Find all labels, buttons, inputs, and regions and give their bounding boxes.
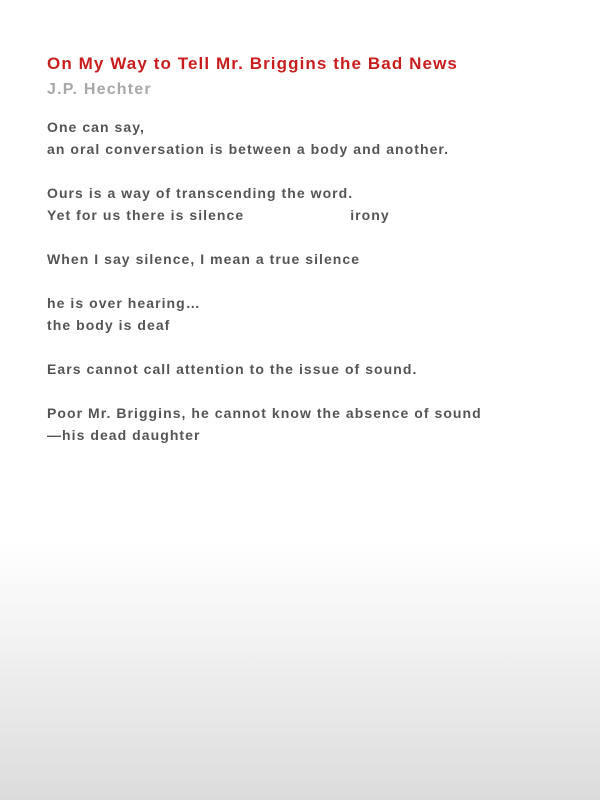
poem-line: Ears cannot call attention to the issue of sound. bbox=[47, 361, 418, 377]
stanza-1 bbox=[47, 116, 567, 160]
poem-line-fragment: Yet for us there is silence bbox=[47, 207, 245, 223]
poem-line: —his dead daughter bbox=[47, 427, 201, 443]
stanza-5 bbox=[47, 358, 567, 380]
poem-line: the body is deaf bbox=[47, 317, 171, 333]
poem-line: he is over hearing… bbox=[47, 295, 201, 311]
stanza-2 bbox=[47, 182, 567, 226]
poem-page bbox=[47, 52, 567, 468]
poem-line-split bbox=[47, 204, 567, 226]
stanza-4 bbox=[47, 292, 567, 336]
poem-line: When I say silence, I mean a true silence bbox=[47, 251, 361, 267]
stanza-3 bbox=[47, 248, 567, 270]
poem-line-fragment: irony bbox=[350, 207, 390, 223]
stanza-6 bbox=[47, 402, 567, 446]
poem-line: an oral conversation is between a body and another. bbox=[47, 141, 450, 157]
poem-line: Poor Mr. Briggins, he cannot know the absence of sound bbox=[47, 405, 482, 421]
poem-line: One can say, bbox=[47, 119, 145, 135]
poem-title: On My Way to Tell Mr. Briggins the Bad News bbox=[47, 54, 458, 73]
poem-line: Ours is a way of transcending the word. bbox=[47, 185, 354, 201]
poem-body bbox=[47, 116, 567, 446]
poem-author: J.P. Hechter bbox=[47, 81, 152, 98]
